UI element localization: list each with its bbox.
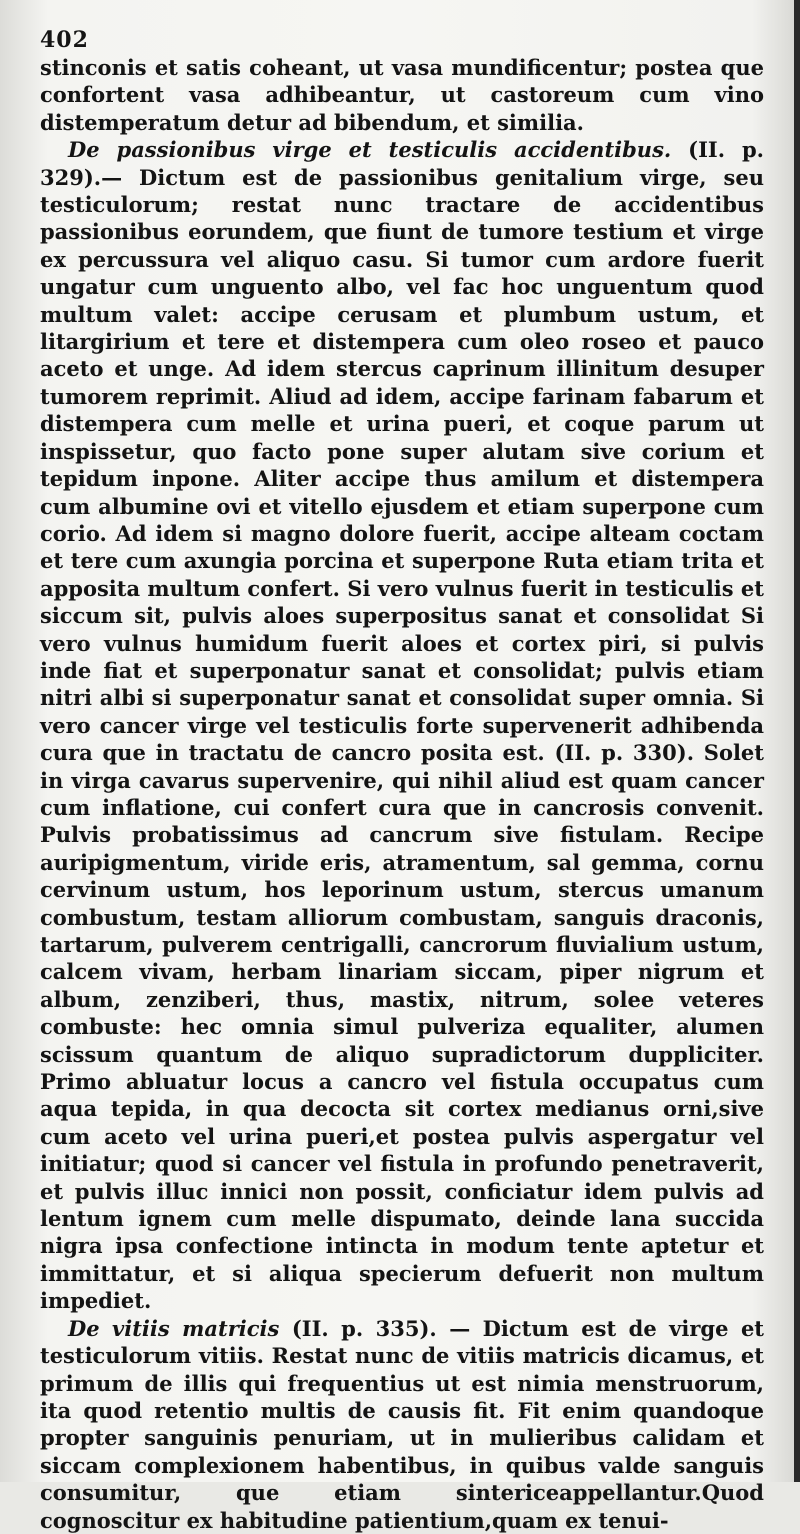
page-number: 402 <box>40 27 89 53</box>
paragraph-1 <box>40 54 764 136</box>
page-edge-shadow <box>794 0 800 1482</box>
paragraph-2 <box>40 136 764 1314</box>
paragraph-2-text: (II. p. 329).— Dictum est de passionibus genitalium virge, seu testiculorum; restat nunc tractare de accidentibus passionibus eorundem, que fiunt de tumore testium et virge ex percussura vel aliquo casu. Si tumor cum ardore fuerit ungatur cum unguento albo, vel fac hoc unguentum quod multum valet: accipe cerusam et plumbum ustum, et litargirium et tere et distempera cum oleo roseo et pauco aceto et unge. Ad idem stercus caprinum illinitum desuper tumorem reprimit. Aliud ad idem, accipe farinam fabarum et distempera cum melle et urina pueri, et coque parum ut inspissetur, quo facto pone super alutam sive corium et tepidum inpone. Aliter accipe thus amilum et distempera cum albumine ovi et vitello ejusdem et etiam superpone cum corio. Ad idem si magno dolore fuerit, accipe alteam coctam et tere cum axungia porcina et superpone Ruta etiam trita et apposita multum confert. Si vero vulnus fuerit in testiculis et siccum sit, pulvis aloes superpositus sanat et consolidat Si vero vulnus humidum fuerit aloes et cortex piri, si pulvis inde fiat et superponatur sanat et consolidat; pulvis etiam nitri albi si superponatur sanat et consolidat super omnia. Si vero cancer virge vel testiculis forte supervenerit adhibenda cura que in tractatu de cancro posita est. (II. p. 330). Solet in virga cavarus supervenire, qui nihil aliud est quam cancer cum inflatione, cui confert cura que in cancrosis convenit. Pulvis probatissimus ad cancrum sive fistulam. Recipe auripigmentum, viride eris, atramentum, sal gemma, cornu cervinum ustum, hos leporinum ustum, stercus umanum combustum, testam alliorum combustam, sanguis draconis, tartarum, pulverem centrigalli, cancrorum fluvialium ustum, calcem vivam, herbam linariam siccam, piper nigrum et album, zenziberi, thus, mastix, nitrum, solee veteres combuste: hec omnia simul pulveriza equaliter, alumen scissum quantum de aliquo supradictorum duppliciter. Primo abluatur locus a cancro vel fistula occupatus cum aqua tepida, in qua decocta sit cortex medianus orni,sive cum aceto vel urina pueri,et postea pulvis aspergatur vel initiatur; quod si cancer vel fistula in profundo penetraverit, et pulvis illuc innici non possit, conficiatur idem pulvis ad lentum ignem cum melle dispumato, deinde lana succida nigra ipsa confectione intincta in modum tente aptetur et immittatur, et si aliqua specierum defuerit non multum impediet. <box>40 137 764 1314</box>
section-heading-matricis: De vitiis matricis <box>68 1315 280 1341</box>
paragraph-3-text: (II. p. 335). — Dictum est de virge et testiculorum vitiis. Restat nunc de vitiis matricis dicamus, et primum de illis qui frequentius ut est nimia menstruorum, ita quod retentio multis de causis fit. Fit enim quandoque propter sanguinis penuriam, ut in mulieribus calidam et siccam complexionem habentibus, in quibus valde sanguis consumitur, que etiam sintericeappellantur.Quod cognoscitur ex habitudine patientium,quam ex tenui- <box>40 1315 764 1533</box>
section-heading-virge: De passionibus virge et testiculis accidentibus. <box>68 137 672 163</box>
body-text <box>40 54 764 1534</box>
paragraph-1-text: stinconis et satis coheant, ut vasa mundificentur; postea que confortent vasa adhibeantur, ut castoreum cum vino distemperatum detur ad bibendum, et similia. <box>40 55 764 135</box>
paragraph-3 <box>40 1315 764 1534</box>
